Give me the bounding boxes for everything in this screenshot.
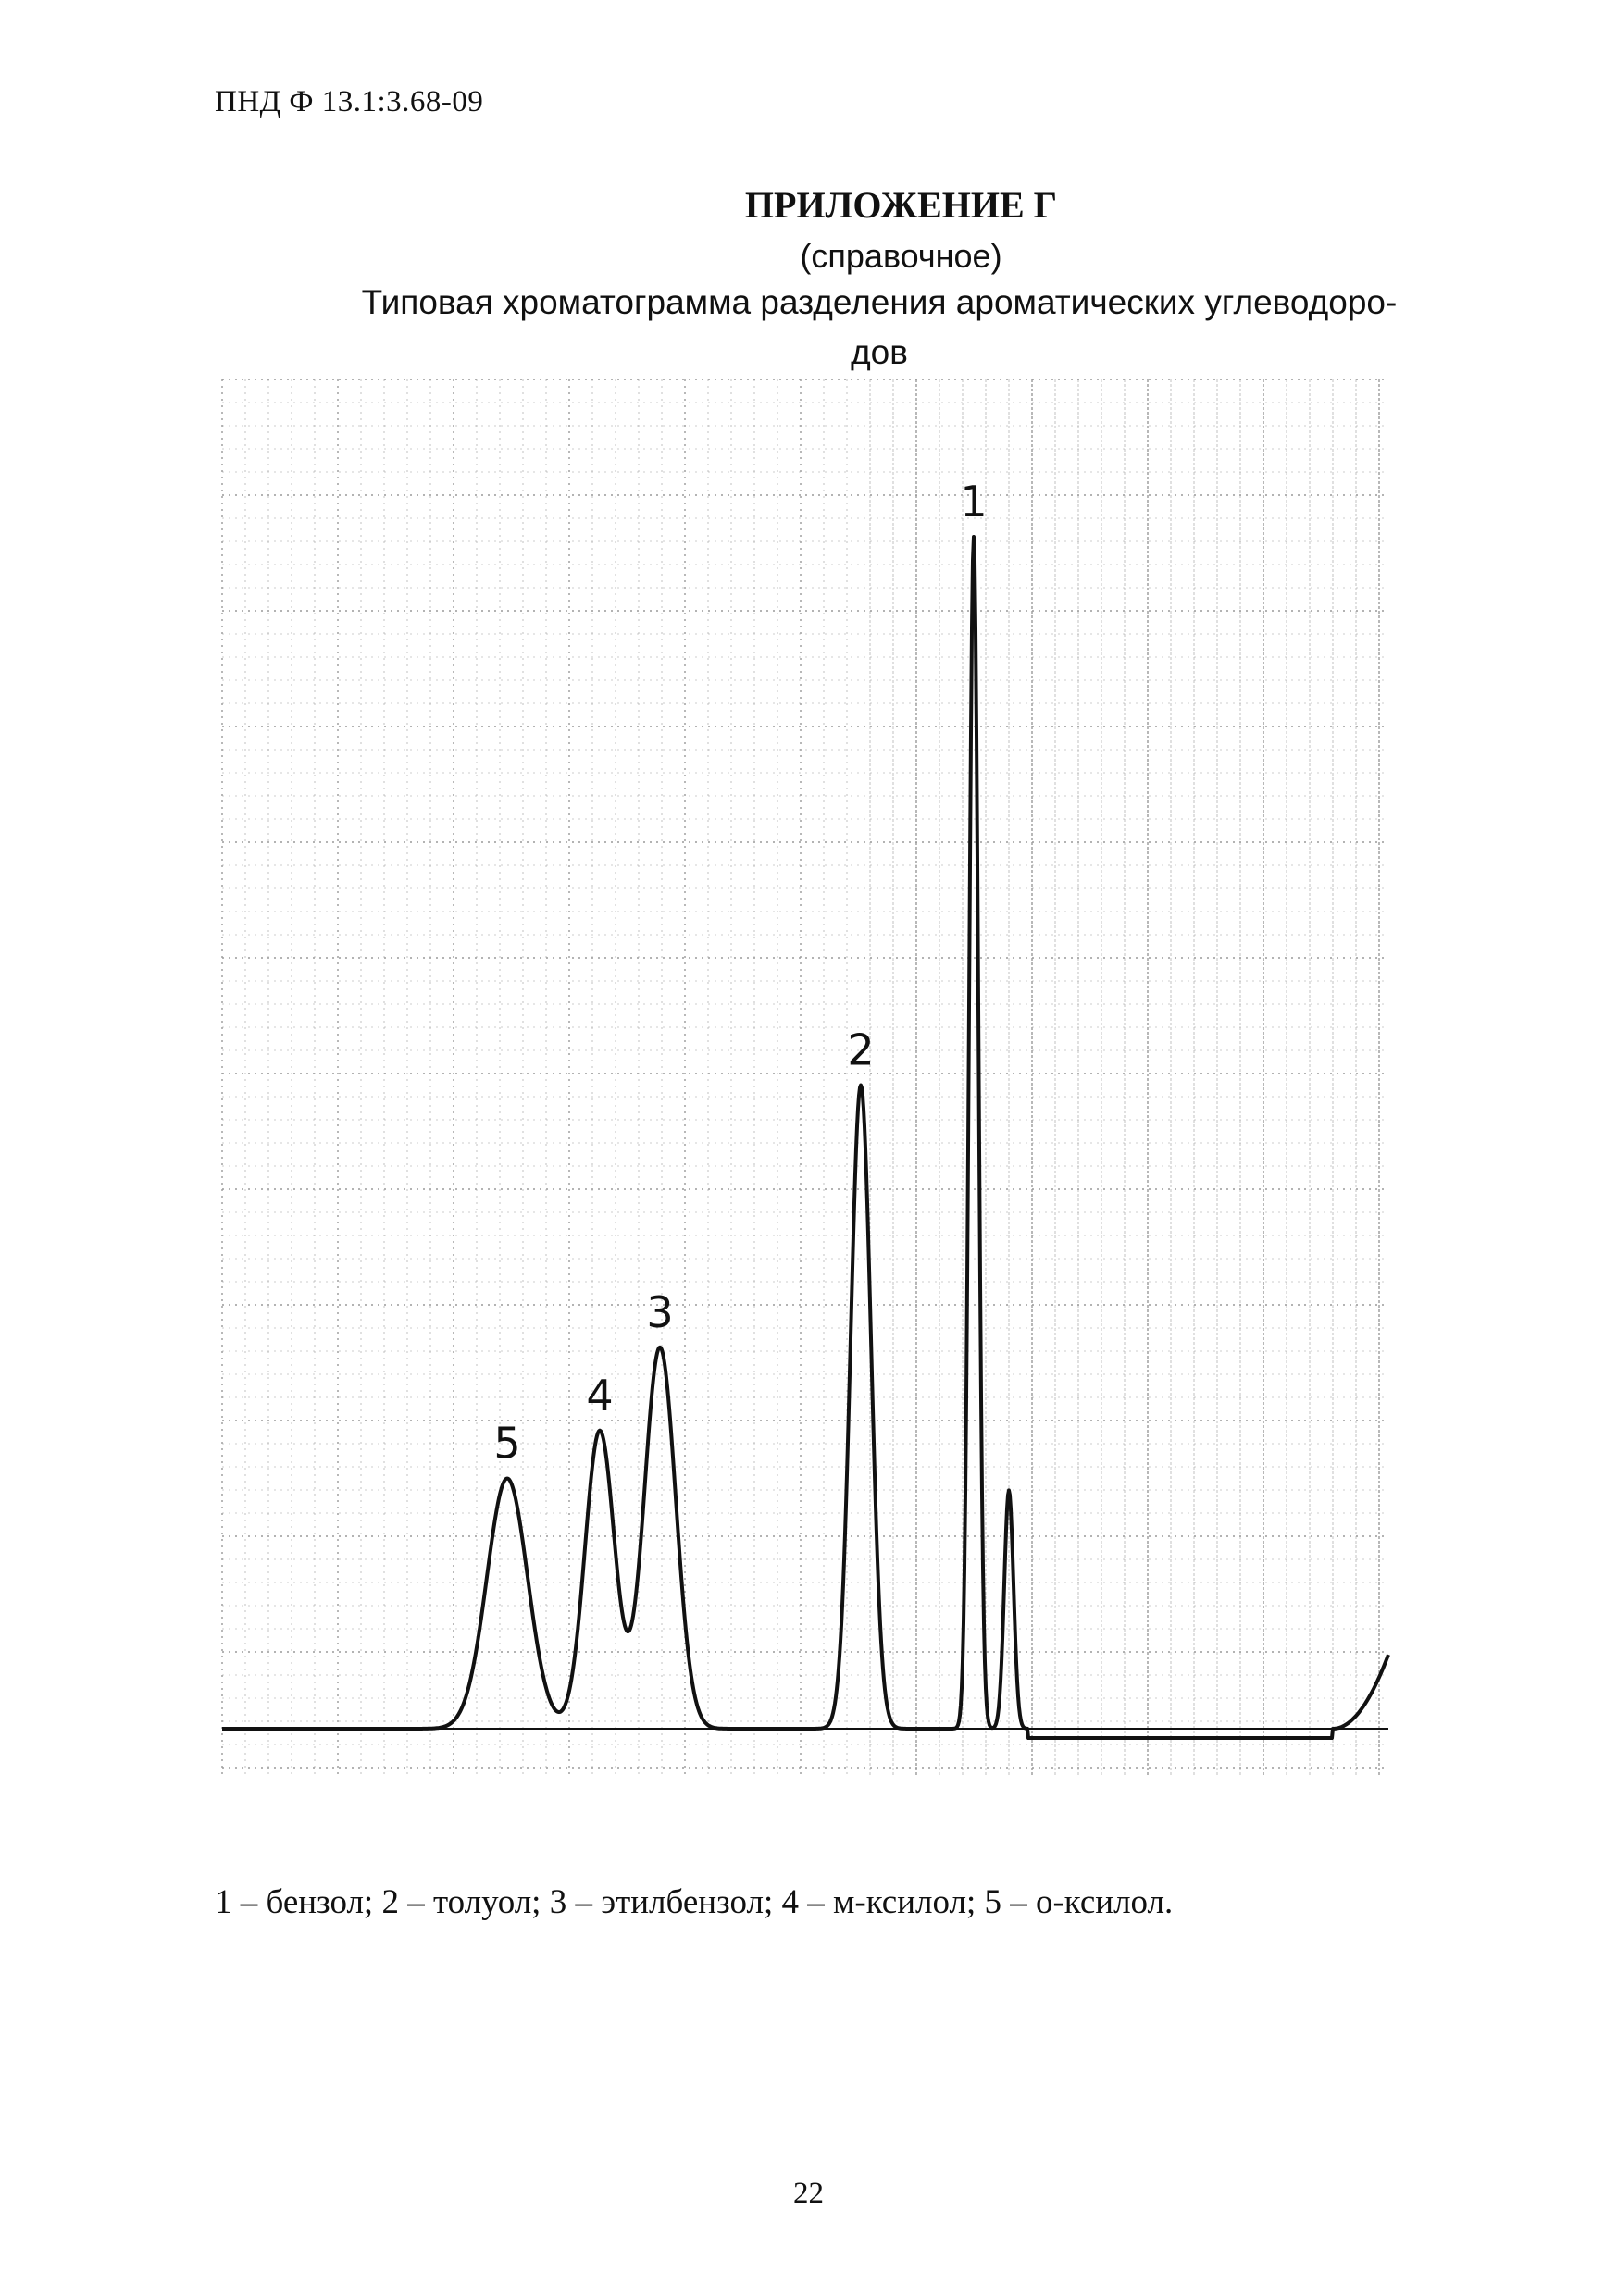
chromatogram-trace xyxy=(222,537,1388,1738)
peak-labels xyxy=(493,477,987,1469)
graph-paper-grid xyxy=(222,379,1388,1777)
peak-label-4: 4 xyxy=(586,1371,614,1421)
peak-label-5: 5 xyxy=(493,1418,521,1469)
figure-caption-line-2: дов xyxy=(851,333,908,371)
appendix-title: ПРИЛОЖЕНИЕ Г xyxy=(744,184,1058,226)
peak-label-2: 2 xyxy=(847,1024,875,1075)
chromatogram-curve xyxy=(222,537,1388,1738)
page-number: 22 xyxy=(793,2177,824,2210)
figure-caption-line-1: Типовая хроматограмма разделения ароматических углеводоро- xyxy=(361,283,1398,321)
peak-legend: 1 – бензол; 2 – толуол; 3 – этилбензол; 4 – м-ксилол; 5 – о-ксилол. xyxy=(215,1883,1174,1921)
appendix-note: (справочное) xyxy=(800,237,1002,275)
peak-label-3: 3 xyxy=(646,1286,674,1337)
document-code: ПНД Ф 13.1:3.68-09 xyxy=(215,85,484,118)
peak-label-1: 1 xyxy=(960,477,988,527)
figure-caption xyxy=(305,278,1453,378)
